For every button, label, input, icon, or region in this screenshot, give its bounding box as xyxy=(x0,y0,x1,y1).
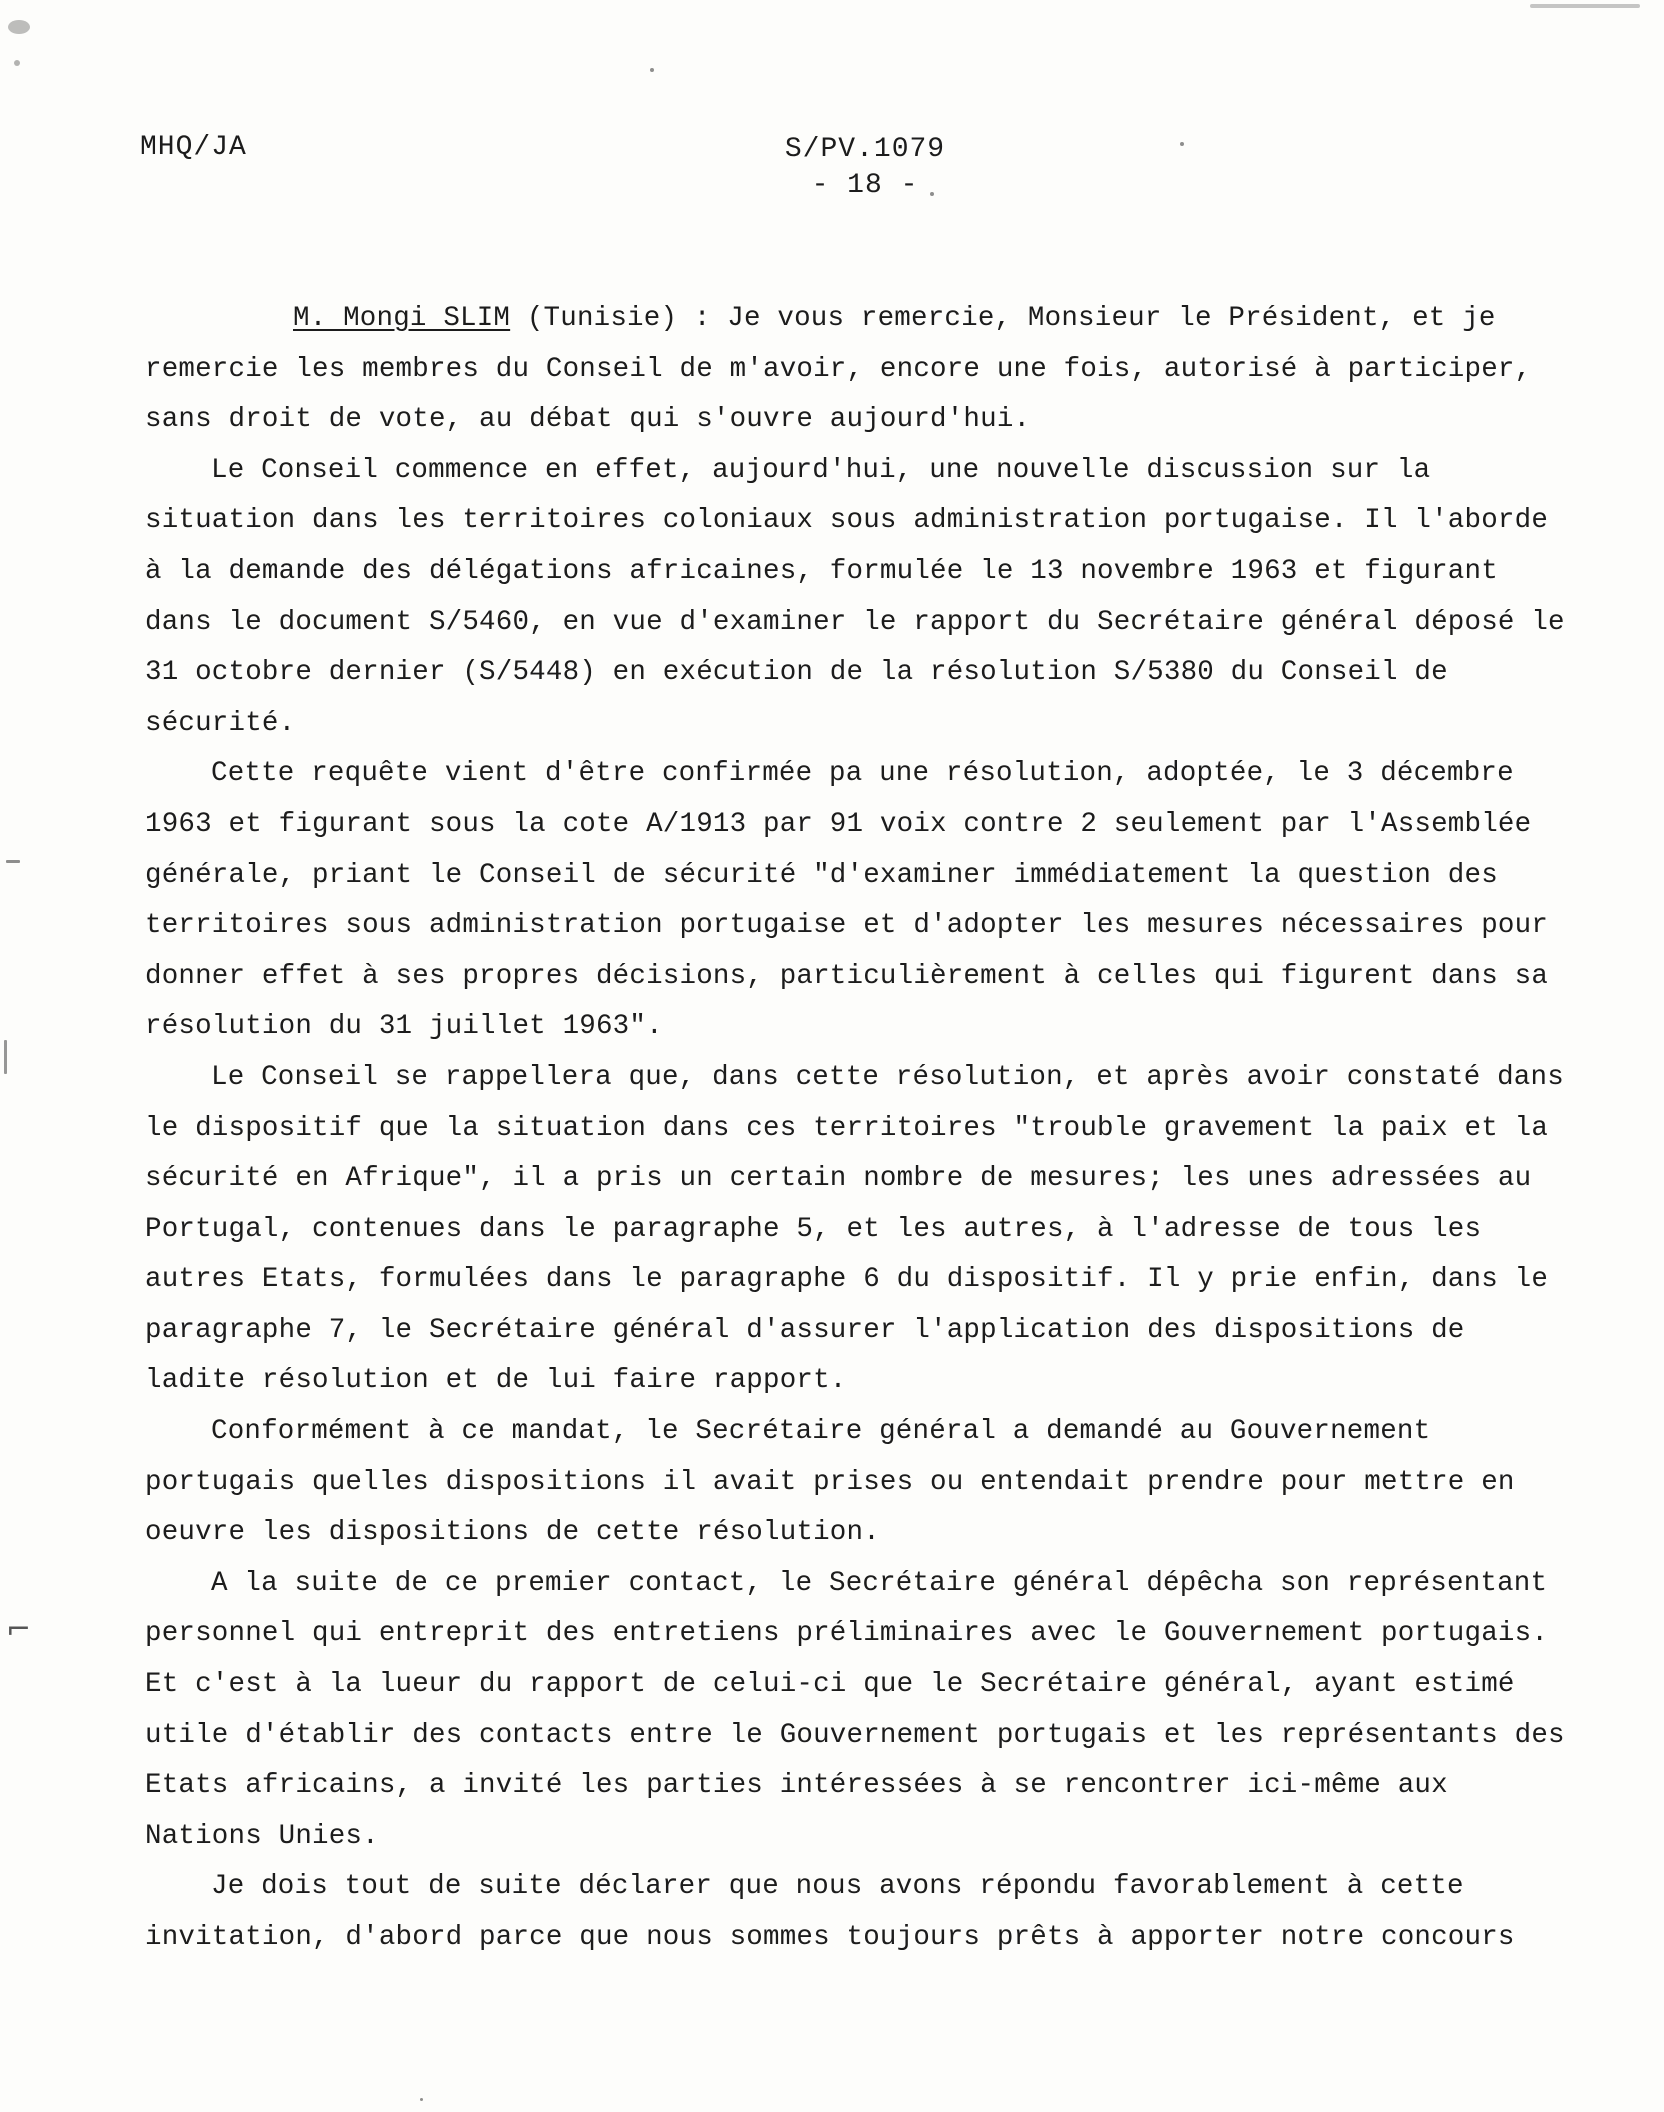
scan-speck xyxy=(4,1040,7,1074)
scan-speck xyxy=(1530,4,1640,8)
page-number: - 18 - xyxy=(811,170,919,201)
speaker-name: M. Mongi SLIM xyxy=(293,303,511,334)
paragraph-3: Cette requête vient d'être confirmée pa une résolution, adoptée, le 3 décembre 1963 et figurant sous la cote A/1913 par 91 voix contre 2 seulement par l'Assemblée générale, priant le Conseil de sécurité "d'examiner immédiatement la question des territoires sous administration portugaise et d'adopter les mesures nécessaires pour donner effet à ses propres décisions, particulièrement à celles qui figurent dans sa résolution du 31 juillet 1963". xyxy=(145,758,1549,1043)
scan-speck xyxy=(1180,142,1184,146)
paragraph-5: Conformément à ce mandat, le Secrétaire général a demandé au Gouvernement portugais quelles dispositions il avait prises ou entendait prendre pour mettre en oeuvre les dispositions de cette résolution. xyxy=(145,1416,1515,1549)
document-header xyxy=(700,132,1030,204)
paragraph-6: A la suite de ce premier contact, le Secrétaire général dépêcha son représentant personnel qui entreprit des entretiens préliminaires avec le Gouvernement portugais. Et c'est à la lueur du rapport de celui-ci que le Secrétaire général, ayant estimé utile d'établir des contacts entre le Gouvernement portugais et les représentants des Etats africains, a invité les parties intéressées à se rencontrer ici-même aux Nations Unies. xyxy=(145,1567,1565,1852)
scan-speck xyxy=(14,60,20,66)
speaker-country: (Tunisie) xyxy=(526,303,678,334)
paragraph-4: Le Conseil se rappellera que, dans cette résolution, et après avoir constaté dans le dispositif que la situation dans ces territoires "trouble gravement la paix et la sécurité en Afrique", il a pris un certain nombre de mesures; les unes adressées au Portugal, contenues dans le paragraphe 5, et les autres, à l'adresse de tous les autres Etats, formulées dans le paragraphe 6 du dispositif. Il y prie enfin, dans le paragraphe 7, le Secrétaire général d'assurer l'application des dispositions de ladite résolution et de lui faire rapport. xyxy=(145,1061,1564,1397)
paragraph-2: Le Conseil commence en effet, aujourd'hui, une nouvelle discussion sur la situation dans les territoires coloniaux sous administration portugaise. Il l'aborde à la demande des délégations africaines, formulée le 13 novembre 1963 et figurant dans le document S/5460, en vue d'examiner le rapport du Secrétaire général déposé le 31 octobre dernier (S/5448) en exécution de la résolution S/5380 du Conseil de sécurité. xyxy=(145,454,1565,739)
scan-speck xyxy=(930,192,934,196)
paragraph-1 xyxy=(145,294,1565,446)
scan-speck xyxy=(8,20,30,34)
paragraph-7: Je dois tout de suite déclarer que nous avons répondu favorablement à cette invitation, d'abord parce que nous sommes toujours prêts à apporter notre concours xyxy=(145,1871,1515,1953)
paragraph-1-text: : Je vous remercie, Monsieur le Président, et je remercie les membres du Conseil de m'avoir, encore une fois, autorisé à participer, sans droit de vote, au débat qui s'ouvre aujourd'hui. xyxy=(145,303,1532,436)
scan-speck xyxy=(420,2098,423,2101)
scan-speck xyxy=(6,860,20,863)
speech-body xyxy=(145,294,1565,1964)
document-symbol: S/PV.1079 xyxy=(784,134,946,165)
scan-speck xyxy=(650,68,654,72)
margin-mark-icon: ⌐ xyxy=(6,1612,32,1647)
typist-initials: MHQ/JA xyxy=(140,132,247,163)
